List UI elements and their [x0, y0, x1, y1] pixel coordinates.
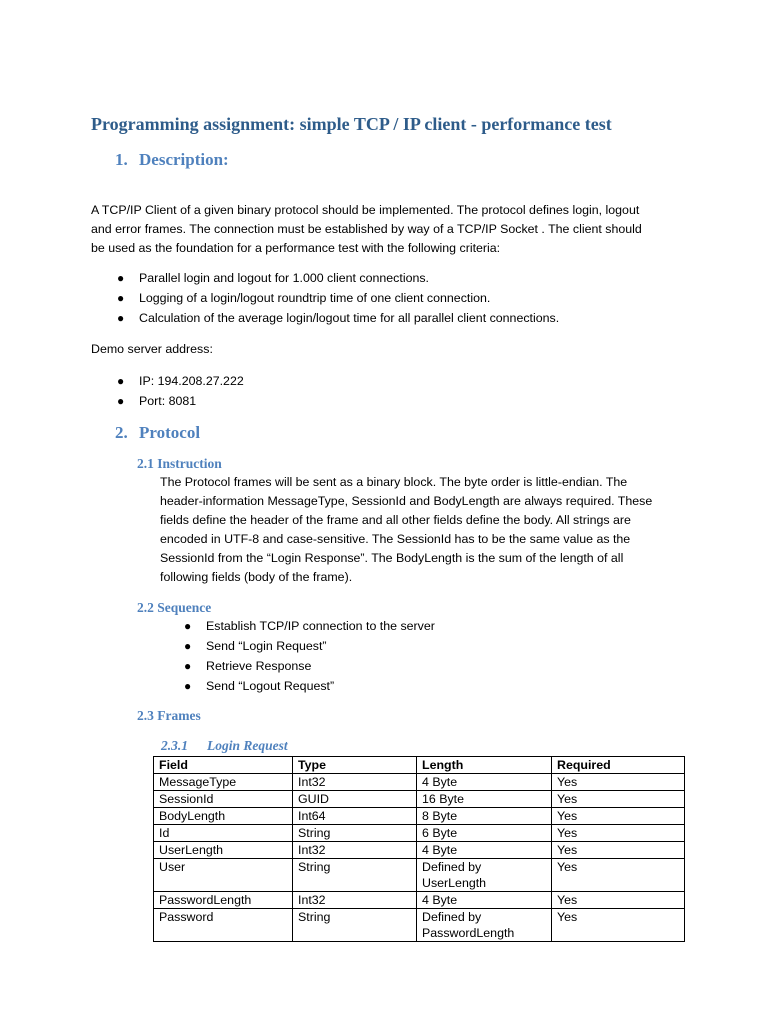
paragraph-line: The Protocol frames will be sent as a binary block. The byte order is little-endian. The: [160, 475, 628, 489]
bullet-icon: ●: [117, 311, 125, 325]
table-cell: Yes: [552, 808, 685, 825]
table-cell: 4 Byte: [417, 774, 552, 791]
table-cell: GUID: [293, 791, 417, 808]
frames-heading: 2.3 Frames: [137, 708, 201, 723]
table-row: [154, 774, 685, 791]
table-cell: 8 Byte: [417, 808, 552, 825]
table-cell: MessageType: [154, 774, 293, 791]
table-cell: Yes: [552, 825, 685, 842]
table-cell: Yes: [552, 791, 685, 808]
table-cell: 6 Byte: [417, 825, 552, 842]
paragraph-line: fields define the header of the frame and all other fields define the body. All strings are: [160, 513, 631, 527]
table-header-cell: Field: [154, 757, 293, 774]
table-row: [154, 892, 685, 909]
table-row: [154, 859, 685, 892]
table-cell: Yes: [552, 892, 685, 909]
section-1-heading: [115, 150, 229, 170]
table-cell: Yes: [552, 909, 685, 942]
paragraph-line: and error frames. The connection must be established by way of a TCP/IP Socket . The client should: [91, 222, 642, 236]
table-cell: 4 Byte: [417, 842, 552, 859]
table-cell: String: [293, 825, 417, 842]
login-request-table: [153, 756, 685, 942]
sequence-heading: 2.2 Sequence: [137, 600, 212, 615]
section-2-heading: [115, 423, 200, 443]
bullet-icon: ●: [184, 679, 192, 693]
table-cell: Int32: [293, 774, 417, 791]
paragraph-line: SessionId from the “Login Response”. The BodyLength is the sum of the length of all: [160, 551, 624, 565]
table-cell: Id: [154, 825, 293, 842]
table-cell: BodyLength: [154, 808, 293, 825]
table-cell: Defined by PasswordLength: [417, 909, 552, 942]
table-header-cell: Length: [417, 757, 552, 774]
table-cell: Yes: [552, 842, 685, 859]
table-cell: SessionId: [154, 791, 293, 808]
instruction-paragraph: [160, 473, 652, 587]
paragraph-line: following fields (body of the frame).: [160, 570, 353, 584]
table-cell: User: [154, 859, 293, 892]
table-cell: Int32: [293, 842, 417, 859]
table-cell: 4 Byte: [417, 892, 552, 909]
table-row: [154, 909, 685, 942]
paragraph-line: be used as the foundation for a performance test with the following criteria:: [91, 241, 501, 255]
instruction-heading: 2.1 Instruction: [137, 456, 222, 471]
table-cell: PasswordLength: [154, 892, 293, 909]
login-request-title: Login Request: [207, 738, 288, 753]
table-row: [154, 842, 685, 859]
paragraph-line: A TCP/IP Client of a given binary protocol should be implemented. The protocol defines login, logout: [91, 203, 640, 217]
bullet-icon: ●: [117, 291, 125, 305]
table-header-cell: Required: [552, 757, 685, 774]
table-row: [154, 825, 685, 842]
table-header-row: [154, 757, 685, 774]
login-request-heading: [161, 738, 288, 754]
paragraph-line: encoded in UTF-8 and case-sensitive. The SessionId has to be the same value as the: [160, 532, 631, 546]
section-2-title: Protocol: [139, 423, 201, 442]
login-request-number: 2.3.1: [161, 738, 188, 753]
table-cell: UserLength: [154, 842, 293, 859]
table-cell: Password: [154, 909, 293, 942]
table-cell: String: [293, 859, 417, 892]
bullet-icon: ●: [184, 619, 192, 633]
section-1-title: Description:: [139, 150, 229, 169]
table-cell: Int32: [293, 892, 417, 909]
table-cell: 16 Byte: [417, 791, 552, 808]
table-header-cell: Type: [293, 757, 417, 774]
paragraph-line: header-information MessageType, SessionId and BodyLength are always required. These: [160, 494, 653, 508]
table-cell: Yes: [552, 859, 685, 892]
section-1-number: 1.: [115, 150, 128, 169]
description-paragraph: [91, 201, 642, 258]
bullet-icon: ●: [184, 659, 192, 673]
table-row: [154, 791, 685, 808]
table-row: [154, 808, 685, 825]
table-cell: String: [293, 909, 417, 942]
bullet-icon: ●: [184, 639, 192, 653]
server-label: Demo server address:: [91, 342, 213, 356]
bullet-icon: ●: [117, 394, 125, 408]
document-title: Programming assignment: simple TCP / IP client - performance test: [91, 114, 612, 134]
table-cell: Int64: [293, 808, 417, 825]
bullet-icon: ●: [117, 271, 125, 285]
table-cell: Yes: [552, 774, 685, 791]
bullet-icon: ●: [117, 374, 125, 388]
table-cell: Defined by UserLength: [417, 859, 552, 892]
document-page: Programming assignment: simple TCP / IP client - performance test 1. Description: A TCP/IP Client of a given binary protocol should be implemented. The protocol defines login, logout and error frames. The connection must be established by way of a TCP/IP Socket . The client should be used as the foundation for a performance test with the following criteria: ● Parallel login and logout for 1.000 client connections. ● Logging of a login/logout roundtrip time of one client connection. ● Calculation of the average login/logout time for all parallel client connections. Demo server address: ● IP: 194.208.27.222 ● Port: 8081 2. Protocol 2.1 Instruction The Protocol frames will be sent as a binary block. The byte order is little-endian. The header-information MessageType, SessionId and BodyLength are always required. These fields define the header of the frame and all other fields define the body. All strings are encoded in UTF-8 and case-sensitive. The SessionId has to be the same value as the SessionId from the “Login Response”. The BodyLength is the sum of the length of all following fields (body of the frame). 2.2 Sequence ● Establish TCP/IP connection to the server ● Send “Login Request” ● Retrieve Response ● Send “Logout Request” 2.3 Frames 2.3.1 Login Request Field Type Length Required MessageType Int32 4 Byte Yes SessionId GUID 16 Byte Yes BodyLength Int64 8 Byte Yes Id String 6 Byte Yes UserLength Int32 4 Byte Yes User String Defined by UserLength Yes PasswordLength Int32 4 Byte Yes Password String Defined by PasswordLength Yes: [0, 0, 768, 1024]
section-2-number: 2.: [115, 423, 128, 442]
